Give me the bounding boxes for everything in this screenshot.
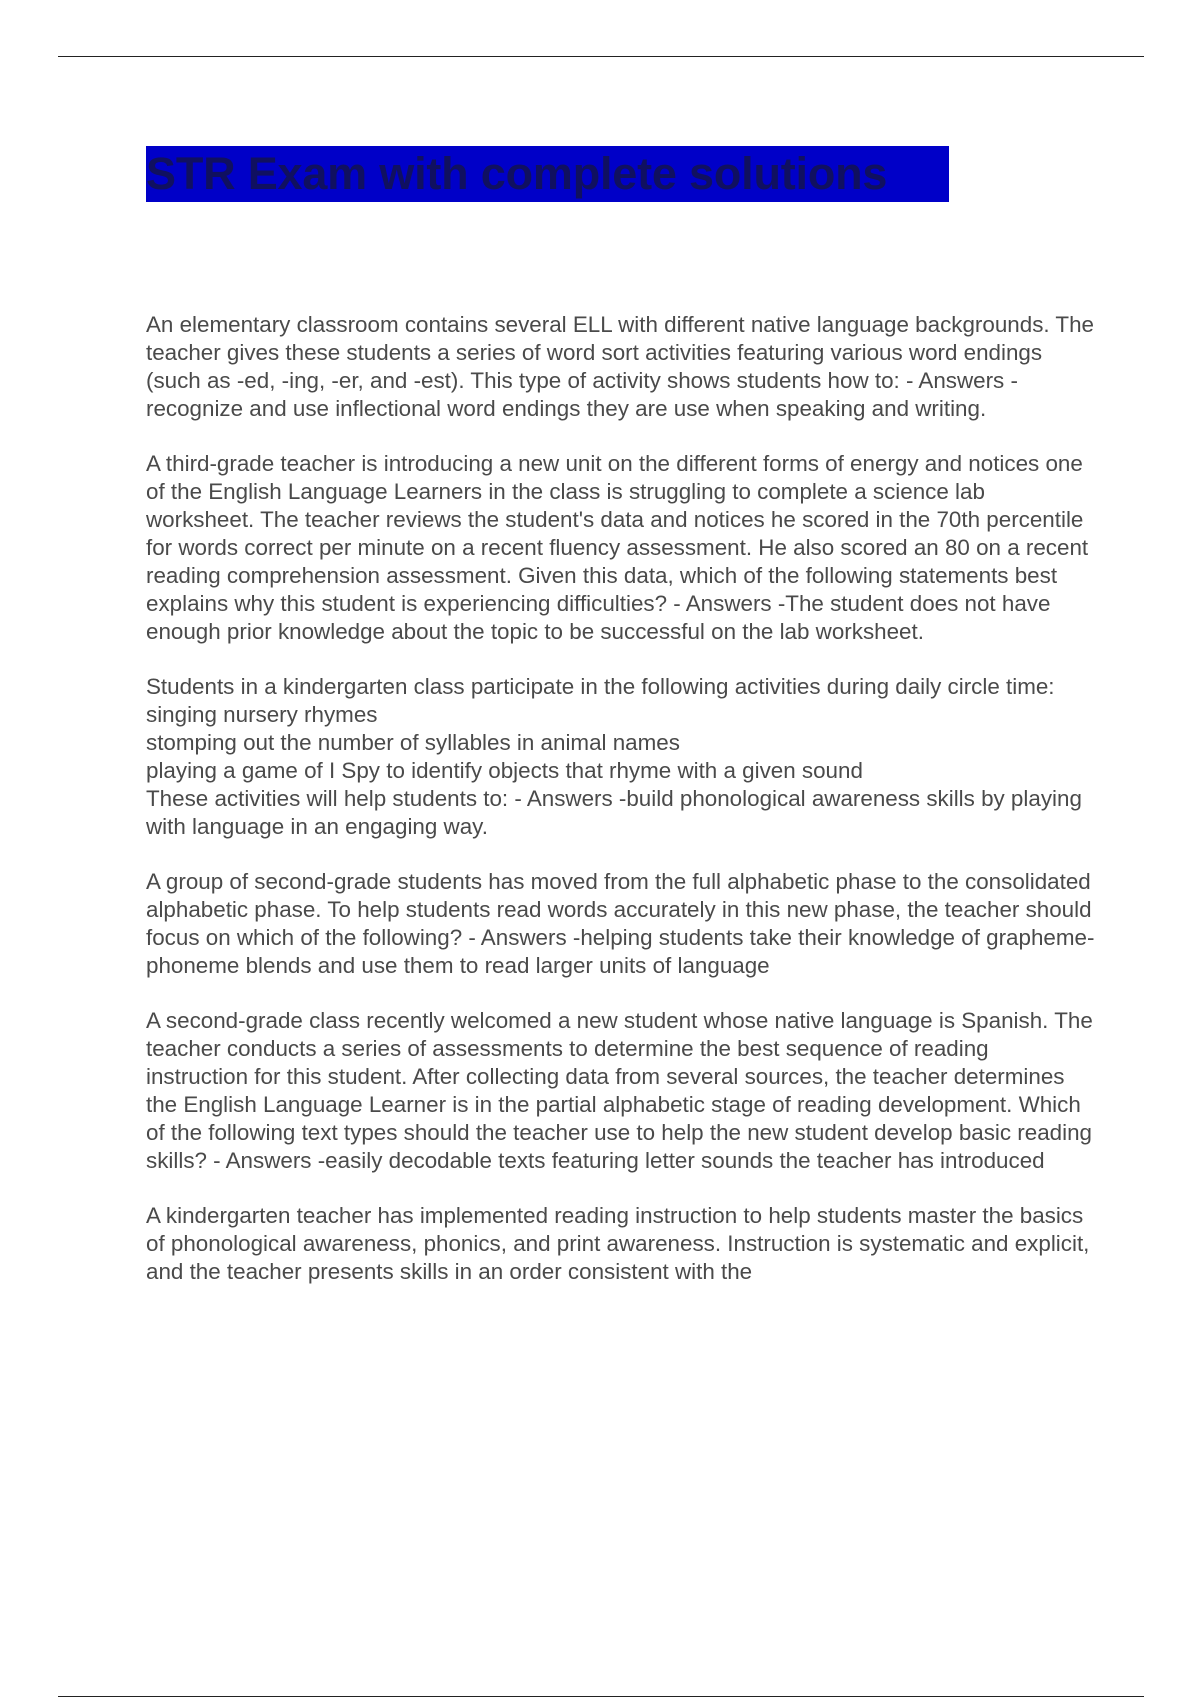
question-answer-3: Students in a kindergarten class participate in the following activities during daily circle time: singing nursery rhymes stomping out the number of syllables in animal names playing a game of I Spy to identify objects that rhyme with a given sound These activities will help students to: - Answers -build phonological awareness skills by playing with language in an engaging way. [146, 674, 1082, 839]
header-rule [58, 56, 1144, 57]
footer-rule [58, 1696, 1144, 1697]
question-answer-1: An elementary classroom contains several ELL with different native language backgrounds. The teacher gives these students a series of word sort activities featuring various word endings (such as -ed, -ing, -er, and -est). This type of activity shows students how to: - Answers -recognize and use inflectional word endings they are use when speaking and writing. [146, 312, 1095, 421]
document-title: STR Exam with complete solutions [146, 146, 949, 202]
question-answer-5: A second-grade class recently welcomed a new student whose native language is Spanish. The teacher conducts a series of assessments to determine the best sequence of reading instruction for this student. After collecting data from several sources, the teacher determines the English Language Learner is in the partial alphabetic stage of reading development. Which of the following text types should the teacher use to help the new student develop basic reading skills? - Answers -easily decodable texts featuring letter sounds the teacher has introduced [146, 1008, 1093, 1173]
question-list [146, 311, 1096, 1313]
question-answer-6: A kindergarten teacher has implemented reading instruction to help students master the basics of phonological awareness, phonics, and print awareness. Instruction is systematic and explicit, and the teacher presents skills in an order consistent with the [146, 1203, 1090, 1284]
question-answer-2: A third-grade teacher is introducing a new unit on the different forms of energy and notices one of the English Language Learners in the class is struggling to complete a science lab worksheet. The teacher reviews the student's data and notices he scored in the 70th percentile for words correct per minute on a recent fluency assessment. He also scored an 80 on a recent reading comprehension assessment. Given this data, which of the following statements best explains why this student is experiencing difficulties? - Answers -The student does not have enough prior knowledge about the topic to be successful on the lab worksheet. [146, 451, 1089, 644]
question-answer-4: A group of second-grade students has moved from the full alphabetic phase to the consolidated alphabetic phase. To help students read words accurately in this new phase, the teacher should focus on which of the following? - Answers -helping students take their knowledge of grapheme-phoneme blends and use them to read larger units of language [146, 869, 1095, 978]
